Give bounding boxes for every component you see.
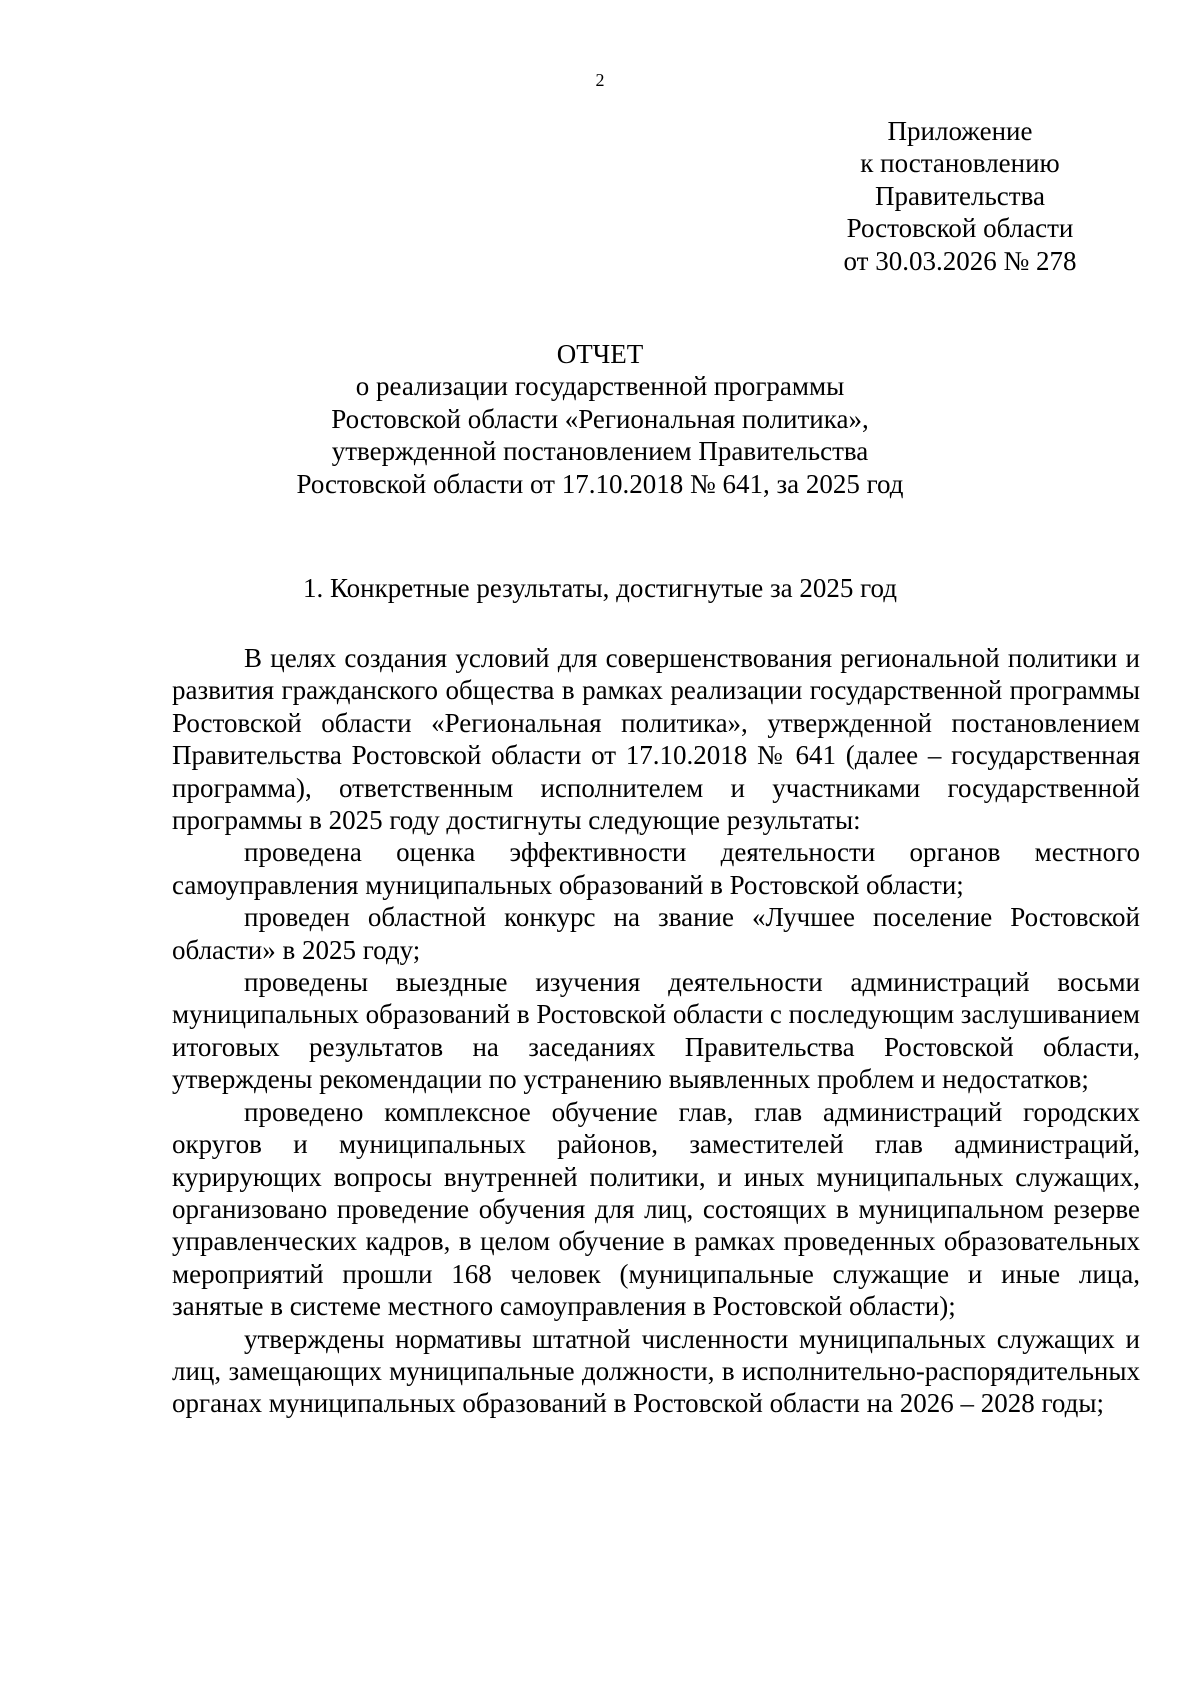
appendix-line: Приложение xyxy=(887,116,1033,146)
body-paragraph: утверждены нормативы штатной численности муниципальных служащих и лиц, замещающих муниципальные должности, в исполнительно-распорядительных органах муниципальных образований в Ростовской области на 2026 – 2028 годы; xyxy=(172,1323,1140,1419)
body-paragraph: В целях создания условий для совершенствования региональной политики и развития гражданского общества в рамках реализации государственной программы Ростовской области «Региональная политика», утвержденной постановлением Правительства Ростовской области от 17.10.2018 № 641 (далее – государственная программа), ответственным исполнителем и участниками государственной программы в 2025 году достигнуты следующие результаты: xyxy=(172,643,1140,836)
report-title-line: Ростовской области «Региональная политика», xyxy=(331,403,869,434)
body-paragraph: проведено комплексное обучение глав, глав администраций городских округов и муниципальных районов, заместителей глав администраций, курирующих вопросы внутренней политики, и иных муниципальных служащих, организовано проведение обучения для лиц, состоящих в муниципальном резерве управленческих кадров, в целом обучение в рамках проведенных образовательных мероприятий прошли 168 человек (муниципальные служащие и иные лица, занятые в системе местного самоуправления в Ростовской области); xyxy=(172,1096,1140,1322)
report-title-heading: ОТЧЕТ xyxy=(556,339,644,369)
report-title-line: утвержденной постановлением Правительства xyxy=(331,436,869,467)
appendix-line: от 30.03.2026 № 278 xyxy=(843,245,1077,276)
section-heading: 1. Конкретные результаты, достигнутые за 2025 год xyxy=(302,573,898,603)
page-number: 2 xyxy=(595,70,605,90)
section-body xyxy=(172,642,1140,1420)
appendix-line: Правительства xyxy=(875,180,1045,211)
body-paragraph: проведены выездные изучения деятельности администраций восьми муниципальных образований в Ростовской области с последующим заслушиванием итоговых результатов на заседаниях Правительства Ростовской области, утверждены рекомендации по устранению выявленных проблем и недостатков; xyxy=(172,967,1140,1095)
body-paragraph: проведен областной конкурс на звание «Лучшее поселение Ростовской области» в 2025 году; xyxy=(172,902,1140,965)
report-title xyxy=(0,338,1200,500)
appendix-line: к постановлению xyxy=(860,148,1060,179)
appendix-reference xyxy=(820,115,1100,277)
report-title-line: Ростовской области от 17.10.2018 № 641, за 2025 год xyxy=(296,468,904,499)
appendix-line: Ростовской области xyxy=(846,213,1074,244)
report-title-line: о реализации государственной программы xyxy=(355,371,845,402)
body-paragraph: проведена оценка эффективности деятельности органов местного самоуправления муниципальных образований в Ростовской области; xyxy=(172,837,1140,900)
